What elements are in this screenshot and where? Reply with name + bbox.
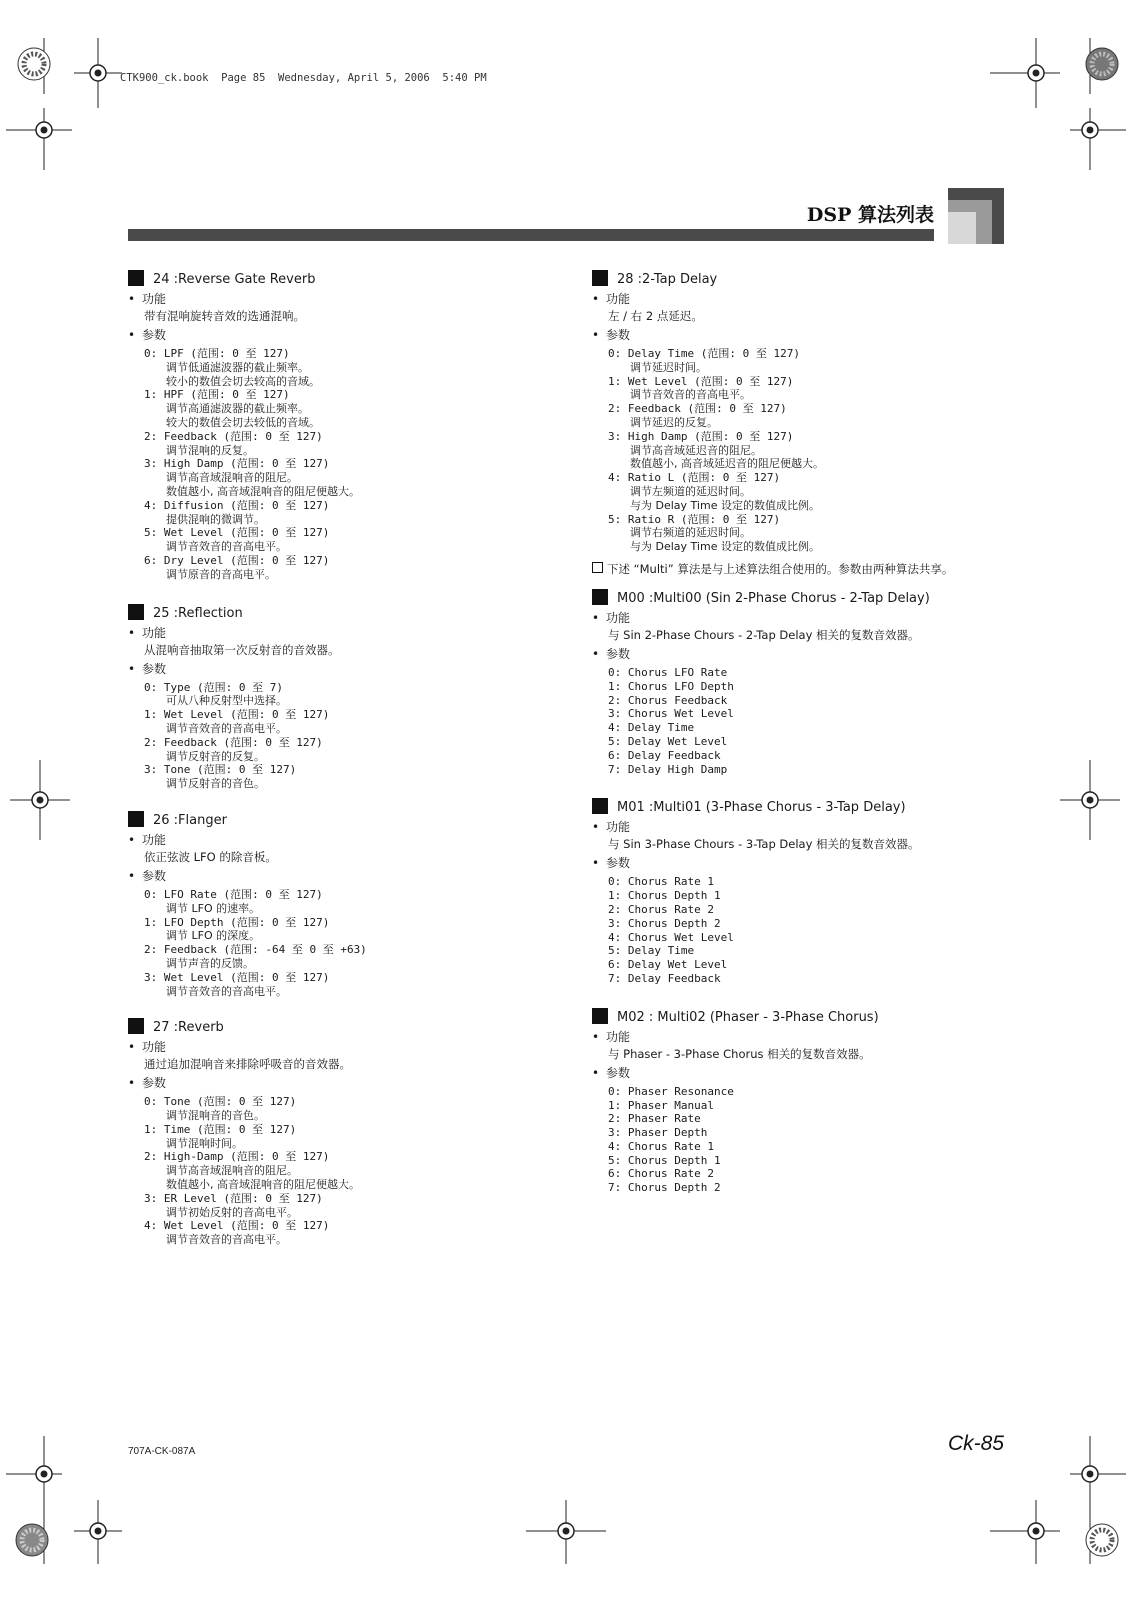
param-line: 3: Chorus Depth 2 <box>608 916 721 930</box>
param-description: 调节左频道的延迟时间。 <box>630 484 751 498</box>
param-description: 调节延迟时间。 <box>630 360 707 374</box>
section-heading <box>128 1018 548 1036</box>
bullet-icon: • <box>592 856 600 871</box>
param-description: 调节原音的音高电平。 <box>166 567 276 581</box>
function-description: 与 Phaser - 3-Phase Chorus 相关的复数音效器。 <box>608 1046 871 1061</box>
bullet-icon: • <box>592 1065 600 1080</box>
param-line: 5: Wet Level (范围: 0 至 127) <box>144 526 330 540</box>
param-description: 调节高音域混响音的阻尼。 <box>166 471 298 485</box>
param-line: 6: Dry Level (范围: 0 至 127) <box>144 553 330 567</box>
bullet-icon: • <box>592 820 600 835</box>
param-list <box>144 1095 548 1247</box>
heading-square-icon <box>128 1018 144 1034</box>
param-description: 调节音效音的音高电平。 <box>166 721 287 735</box>
heading-square-icon <box>128 270 144 286</box>
param-description: 调节声音的反馈。 <box>166 956 254 970</box>
function-label-text: 功能 <box>606 292 631 306</box>
param-line: 2: High-Damp (范围: 0 至 127) <box>144 1150 330 1164</box>
param-line: 3: Tone (范围: 0 至 127) <box>144 763 297 777</box>
param-line: 3: Chorus Wet Level <box>608 707 734 721</box>
effect-section <box>592 589 1012 776</box>
function-description: 与 Sin 2-Phase Chours - 2-Tap Delay 相关的复数音效器。 <box>608 627 920 642</box>
param-list <box>144 681 548 791</box>
param-description: 调节音效音的音高电平。 <box>630 388 751 402</box>
heading-square-icon <box>592 1008 608 1024</box>
bullet-icon: • <box>592 292 600 306</box>
page-number: Ck-85 <box>947 1432 1004 1455</box>
param-line: 2: Feedback (范围: -64 至 0 至 +63) <box>144 943 367 957</box>
param-line: 0: LPF (范围: 0 至 127) <box>144 347 290 360</box>
params-label <box>128 868 548 885</box>
page-title: DSP 算法列表 <box>806 204 934 226</box>
param-line: 6: Delay Wet Level <box>608 958 728 972</box>
function-label-text: 功能 <box>606 820 631 835</box>
bullet-icon: • <box>128 661 136 676</box>
param-line: 4: Diffusion (范围: 0 至 127) <box>144 498 330 512</box>
param-description: 调节低通滤波器的截止频率。 <box>166 360 309 374</box>
params-label <box>128 327 548 344</box>
param-line: 0: Type (范围: 0 至 7) <box>144 680 283 694</box>
param-description: 调节高音域延迟音的阻尼。 <box>630 443 762 457</box>
params-label <box>592 1065 1012 1082</box>
function-label-text: 功能 <box>142 832 167 847</box>
param-line: 6: Delay Feedback <box>608 748 721 762</box>
param-description: 与为 Delay Time 设定的数值成比例。 <box>630 498 820 512</box>
section-heading-text: 27 :Reverb <box>153 1020 224 1036</box>
function-label <box>128 1039 548 1056</box>
param-list <box>608 875 1012 985</box>
corner-tab-graphic <box>948 188 1004 244</box>
heading-square-icon <box>592 270 608 286</box>
function-description: 左 / 右 2 点延迟。 <box>608 309 703 323</box>
function-label-text: 功能 <box>606 610 631 625</box>
function-label <box>128 625 548 642</box>
param-description: 调节混响音的音色。 <box>166 1109 265 1123</box>
params-label <box>128 1075 548 1092</box>
bullet-icon: • <box>592 1029 600 1044</box>
param-line: 4: Delay Time <box>608 721 695 735</box>
param-description: 调节音效音的音高电平。 <box>166 1233 287 1247</box>
param-description: 调节高音域混响音的阻尼。 <box>166 1164 298 1178</box>
effect-section <box>128 1018 548 1247</box>
section-heading-text: 26 :Flanger <box>153 812 227 828</box>
param-line: 3: High Damp (范围: 0 至 127) <box>608 429 794 443</box>
function-label-text: 功能 <box>142 292 167 306</box>
params-label-text: 参数 <box>142 661 167 676</box>
param-line: 4: Chorus Wet Level <box>608 930 734 944</box>
param-line: 3: ER Level (范围: 0 至 127) <box>144 1191 323 1205</box>
param-description: 数值越小, 高音域延迟音的阻尼便越大。 <box>630 457 824 471</box>
param-line: 4: Wet Level (范围: 0 至 127) <box>144 1219 330 1233</box>
param-line: 0: Chorus LFO Rate <box>608 665 728 679</box>
bullet-icon: • <box>592 328 600 342</box>
param-line: 2: Chorus Rate 2 <box>608 902 714 916</box>
bullet-icon: • <box>128 1076 136 1091</box>
param-line: 1: Chorus LFO Depth <box>608 679 734 693</box>
param-description: 与为 Delay Time 设定的数值成比例。 <box>630 540 820 554</box>
heading-square-icon <box>128 811 144 827</box>
param-description: 调节反射音的音色。 <box>166 777 265 791</box>
param-line: 7: Delay Feedback <box>608 971 721 985</box>
footer-code: 707A-CK-087A <box>128 1446 196 1457</box>
param-line: 4: Ratio L (范围: 0 至 127) <box>608 471 781 485</box>
heading-square-icon <box>592 589 608 605</box>
params-label-text: 参数 <box>606 328 631 342</box>
section-heading <box>592 589 1012 607</box>
param-line: 2: Phaser Rate <box>608 1112 701 1126</box>
param-line: 1: Chorus Depth 1 <box>608 889 721 903</box>
param-description: 提供混响的微调节。 <box>166 512 265 526</box>
note-text: 下述 “Multi” 算法是与上述算法组合使用的。参数由两种算法共享。 <box>607 561 954 576</box>
param-description: 调节 LFO 的速率。 <box>166 901 261 915</box>
heading-square-icon <box>128 604 144 620</box>
param-line: 3: Phaser Depth <box>608 1126 708 1140</box>
param-description: 调节音效音的音高电平。 <box>166 984 287 998</box>
function-label <box>592 610 1012 627</box>
function-description: 带有混响旋转音效的选通混响。 <box>144 309 305 323</box>
bullet-icon: • <box>128 868 136 883</box>
param-line: 0: Delay Time (范围: 0 至 127) <box>608 347 800 360</box>
section-heading-text: M01 :Multi01 (3-Phase Chorus - 3-Tap Delay) <box>617 800 906 816</box>
params-label <box>128 661 548 678</box>
param-description: 调节音效音的音高电平。 <box>166 540 287 554</box>
effect-section <box>592 270 1012 554</box>
bullet-icon: • <box>128 292 136 306</box>
section-heading <box>592 270 1012 288</box>
bullet-icon: • <box>592 646 600 661</box>
param-line: 1: LFO Depth (范围: 0 至 127) <box>144 915 330 929</box>
param-line: 1: Time (范围: 0 至 127) <box>144 1122 297 1136</box>
param-list <box>144 347 548 582</box>
effect-section <box>128 811 548 998</box>
effect-section <box>128 270 548 582</box>
param-description: 调节延迟的反复。 <box>630 415 718 429</box>
param-line: 0: Tone (范围: 0 至 127) <box>144 1095 297 1109</box>
param-line: 7: Chorus Depth 2 <box>608 1181 721 1195</box>
params-label-text: 参数 <box>606 1065 631 1080</box>
function-label-text: 功能 <box>142 1040 167 1055</box>
params-label-text: 参数 <box>142 1076 167 1091</box>
param-line: 2: Feedback (范围: 0 至 127) <box>608 402 787 416</box>
param-description: 较小的数值会切去较高的音域。 <box>166 374 320 388</box>
heading-square-icon <box>592 798 608 814</box>
section-heading-text: 24 :Reverse Gate Reverb <box>153 272 316 287</box>
param-line: 5: Ratio R (范围: 0 至 127) <box>608 512 781 526</box>
print-info-header: CTK900_ck.book Page 85 Wednesday, April 5, 2006 5:40 PM <box>120 72 487 84</box>
params-label <box>592 327 1012 344</box>
param-list <box>608 666 1012 776</box>
param-line: 5: Delay Time <box>608 944 695 958</box>
function-description: 通过追加混响音来排除呼吸音的音效器。 <box>144 1057 351 1072</box>
param-list <box>608 1085 1012 1195</box>
effect-section <box>592 798 1012 985</box>
param-description: 可从八种反射型中选择。 <box>166 694 287 708</box>
function-label <box>592 1029 1012 1046</box>
function-label-text: 功能 <box>606 1029 631 1044</box>
title-rule <box>128 229 934 241</box>
function-description: 从混响音抽取第一次反射音的音效器。 <box>144 642 340 657</box>
section-heading <box>128 270 548 288</box>
param-line: 5: Chorus Depth 1 <box>608 1153 721 1167</box>
section-heading <box>592 798 1012 816</box>
param-line: 6: Chorus Rate 2 <box>608 1167 714 1181</box>
param-description: 数值越小, 高音域混响音的阻尼便越大。 <box>166 1178 360 1192</box>
function-label-text: 功能 <box>142 625 167 640</box>
param-line: 3: Wet Level (范围: 0 至 127) <box>144 970 330 984</box>
section-heading-text: 25 :Reflection <box>153 605 243 621</box>
param-line: 7: Delay High Damp <box>608 762 728 776</box>
function-label <box>592 291 1012 308</box>
section-heading <box>128 811 548 829</box>
param-line: 0: Phaser Resonance <box>608 1084 734 1098</box>
param-list <box>608 347 1012 554</box>
param-line: 4: Chorus Rate 1 <box>608 1139 714 1153</box>
effect-section <box>128 604 548 791</box>
params-label <box>592 646 1012 663</box>
function-label <box>592 819 1012 836</box>
param-line: 2: Chorus Feedback <box>608 693 728 707</box>
section-heading-text: M00 :Multi00 (Sin 2-Phase Chorus - 2-Tap Delay) <box>617 590 930 606</box>
right-column <box>592 270 1012 1195</box>
bullet-icon: • <box>128 832 136 847</box>
params-label-text: 参数 <box>142 868 167 883</box>
param-description: 较大的数值会切去较低的音域。 <box>166 415 320 429</box>
param-line: 0: Chorus Rate 1 <box>608 875 714 889</box>
param-line: 0: LFO Rate (范围: 0 至 127) <box>144 887 323 901</box>
params-label <box>592 855 1012 872</box>
bullet-icon: • <box>128 625 136 640</box>
param-line: 1: HPF (范围: 0 至 127) <box>144 388 290 402</box>
function-description: 与 Sin 3-Phase Chours - 3-Tap Delay 相关的复数音效器。 <box>608 837 920 852</box>
function-label <box>128 832 548 849</box>
note <box>592 562 1006 577</box>
param-description: 调节混响时间。 <box>166 1136 243 1150</box>
section-heading-text: M02 : Multi02 (Phaser - 3-Phase Chorus) <box>617 1009 879 1025</box>
bullet-icon: • <box>592 610 600 625</box>
note-box-icon <box>592 562 603 573</box>
param-line: 2: Feedback (范围: 0 至 127) <box>144 735 323 749</box>
param-description: 调节混响的反复。 <box>166 443 254 457</box>
section-heading <box>128 604 548 622</box>
section-heading <box>592 1008 1012 1026</box>
param-description: 调节高通滤波器的截止频率。 <box>166 402 309 416</box>
params-label-text: 参数 <box>606 646 631 661</box>
param-line: 5: Delay Wet Level <box>608 734 728 748</box>
param-line: 2: Feedback (范围: 0 至 127) <box>144 429 323 443</box>
left-column <box>128 270 548 1247</box>
bullet-icon: • <box>128 328 136 342</box>
param-description: 数值越小, 高音域混响音的阻尼便越大。 <box>166 484 360 498</box>
param-line: 1: Wet Level (范围: 0 至 127) <box>608 374 794 388</box>
function-description: 依正弦波 LFO 的除音板。 <box>144 849 277 864</box>
param-description: 调节反射音的反复。 <box>166 749 265 763</box>
bullet-icon: • <box>128 1040 136 1055</box>
param-line: 1: Phaser Manual <box>608 1098 714 1112</box>
params-label-text: 参数 <box>142 328 167 342</box>
param-description: 调节右频道的延迟时间。 <box>630 526 751 540</box>
effect-section <box>592 1008 1012 1195</box>
function-label <box>128 291 548 308</box>
param-line: 3: High Damp (范围: 0 至 127) <box>144 457 330 471</box>
param-description: 调节初始反射的音高电平。 <box>166 1205 298 1219</box>
param-line: 1: Wet Level (范围: 0 至 127) <box>144 708 330 722</box>
section-heading-text: 28 :2-Tap Delay <box>617 272 718 287</box>
param-description: 调节 LFO 的深度。 <box>166 929 261 943</box>
param-list <box>144 888 548 998</box>
params-label-text: 参数 <box>606 856 631 871</box>
